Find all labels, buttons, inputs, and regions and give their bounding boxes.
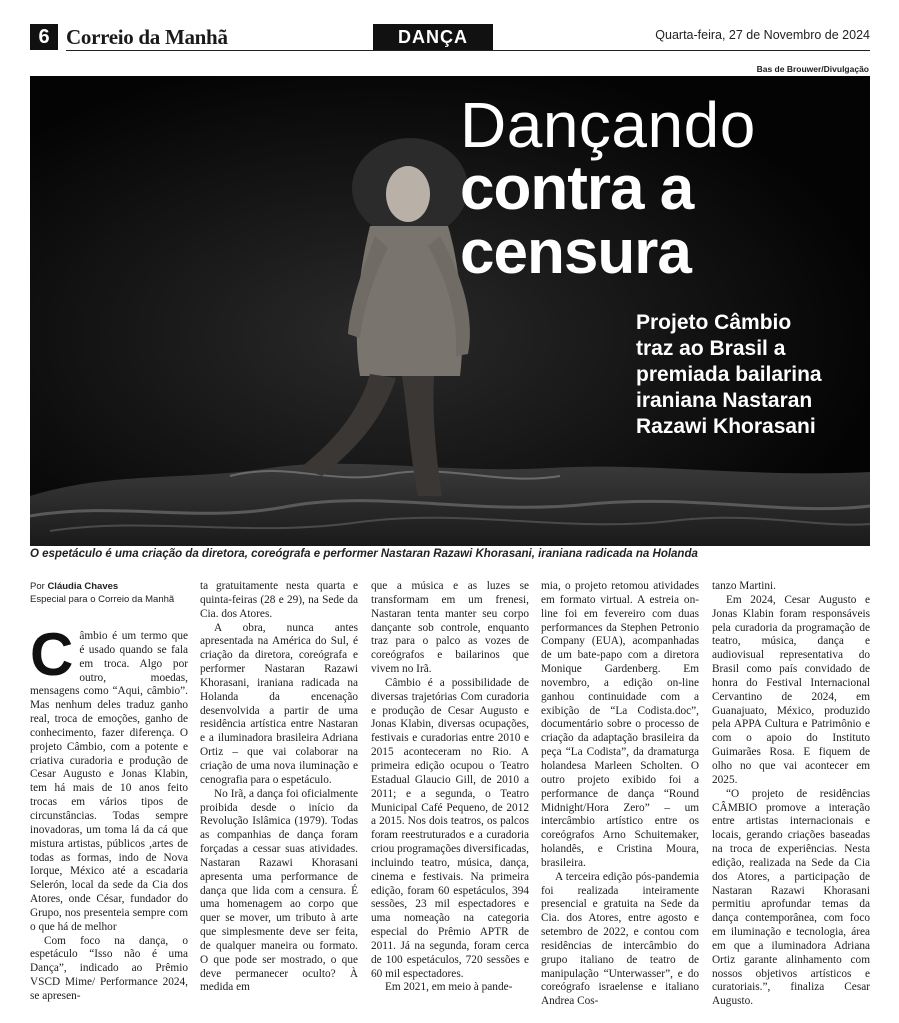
photo-caption: O espetáculo é uma criação da diretora, coreógrafa e performer Nastaran Razawi Khorasani, iraniana radicada na Holanda [30, 548, 698, 560]
paragraph: “O projeto de residências CÂMBIO promove a interação entre artistas internacionais e locais, gerando criações baseadas na troca de experiências. Nesta edição, realizada na Sede da Cia dos Atores, a participação de Nastaran Razawi Khorasani permitiu aprofundar temas da dança contemporânea, com foco em iluminação e tecnologia, área em que a iluminadora Adriana Ortiz garante alinhamento com nossos objetivos artísticos e curatoriais.”, finaliza Cesar Augusto. [712, 787, 870, 1008]
section-label: DANÇA [373, 24, 493, 50]
subheadline-line: iraniana Nastaran [636, 389, 813, 412]
subheadline-line: Projeto Câmbio [636, 311, 792, 334]
paragraph: A obra, nunca antes apresentada na América do Sul, é criação da diretora, coreógrafa e performer Nastaran Razawi Khorasani, iraniana radicada na Holanda da encenação desenvolvida a partir de uma residência artística entre Nastaran e a iluminadora brasileira Adriana Ortiz – que vai colaborar na criação de uma nova iluminação e cenografia para o espetáculo. [200, 621, 358, 786]
byline [30, 580, 188, 606]
article-column-2 [200, 580, 358, 995]
paragraph: tanzo Martini. [712, 580, 776, 592]
paragraph: Câmbio é a possibilidade de diversas trajetórias Com curadoria e produção de Cesar Augusto e Jonas Klabin, diversas ocupações, festivais e curadorias entre 2010 e 2015 aconteceram no Rio. A primeira edição ocupou o Teatro Estadual Glaucio Gill, de 2010 a 2011; e a segunda, o Teatro Municipal Café Pequeno, de 2012 a 2015. Nos dois teatros, os palcos foram reestruturados e a curadoria criou programações diversificadas, incluindo teatro, música, dança, cinema e festivais. Na primeira edição, foram 60 espetáculos, 394 sessões, 23 mil espectadores e uma nomeação na categoria especial do Prêmio APTR de 2011. Já na segunda, foram cerca de 100 espetáculos, 720 sessões e 60 mil espectadores. [371, 676, 529, 980]
article-column-1 [30, 580, 188, 1004]
issue-date: Quarta-feira, 27 de Novembro de 2024 [655, 28, 870, 42]
byline-prefix: Por [30, 581, 45, 592]
subheadline-line: premiada bailarina [636, 363, 822, 386]
paragraph: Em 2024, Cesar Augusto e Jonas Klabin foram responsáveis pela curadoria da programação de teatro, música, dança e audiovisual representativa do Brasil como país convidado de honra do Festival Internacional Cervantino de 2024, em Guanajuato, México, produzido pela APPA Cultura e Patrimônio e com o apoio do Instituto Guimarães Rosa. E fiquem de olho no que vai acontecer em 2025. [712, 593, 870, 786]
subheadline-line: Razawi Khorasani [636, 415, 816, 438]
subheadline-line: traz ao Brasil a [636, 337, 786, 360]
photo-credit: Bas de Brouwer/Divulgação [756, 64, 869, 74]
byline-role: Especial para o Correio da Manhã [30, 594, 175, 605]
article-column-4 [541, 580, 699, 1009]
subheadline [636, 310, 856, 440]
paragraph: Em 2021, em meio à pande- [385, 981, 513, 994]
newspaper-name: Correio da Manhã [66, 25, 228, 49]
headline-line-2: contra a [460, 154, 694, 223]
paragraph: No Irã, a dança foi oficialmente proibida desde o início da Revolução Islâmica (1979). Todas as companhias de dança foram forçadas a cessar suas atividades. Nastaran Razawi Khorasani apresenta uma performance de dança que lida com a censura. É uma homenagem ao corpo que quer se mover, um tributo à arte que simplesmente deve ser feita, de qualquer maneira ou formato. O que pode ser mostrado, o que deve permanecer oculto? À medida em [200, 787, 358, 994]
paragraph: que a música e as luzes se transformam em um frenesi, Nastaran tenta manter seu corpo dançante sob controle, enquanto traz para o palco as vozes de coreógrafos e bailarinos que vivem no Irã. [371, 580, 529, 676]
headline-line-3: censura [460, 218, 691, 287]
header-rule [66, 50, 870, 51]
paragraph: A terceira edição pós-pandemia foi realizada inteiramente presencial e gratuita na Sede da Cia. dos Atores, entre agosto e setembro de 2022, e contou com residências de intercâmbio do grupo italiano de teatro de manipulação “Unterwasser”, e do coreógrafo israelense e italiano Andrea Cos- [541, 870, 699, 1008]
page-number: 6 [30, 24, 58, 50]
paragraph: Com foco na dança, o espetáculo “Isso não é uma Dança”, indicado ao Prêmio VSCD Mime/ Performance 2024, se apresen- [30, 934, 188, 1002]
paragraph: mia, o projeto retomou atividades em formato virtual. A estreia on-line foi em fevereiro com duas performances da Stephen Petronio Company (EUA), acompanhadas de um bate-papo com a diretora Monique Gardenberg. Em novembro, a edição on-line ganhou continuidade com a exibição de “La Codista.doc”, documentário sobre o processo de criação da adaptação brasileira da peça “La Codista”, da dramaturga holandesa Marleen Scholten. O outro projeto exibido foi a performance de dança “Round Midnight/Hora Zero” – um intercâmbio artístico entre os coreógrafos Arno Schuitemaker, holandês, e Cristina Moura, brasileira. [541, 580, 699, 869]
byline-author: Cláudia Chaves [47, 581, 119, 592]
article-column-3 [371, 580, 529, 995]
page-header [30, 24, 870, 52]
lead-photo [30, 76, 870, 546]
article-column-5 [712, 580, 870, 1009]
paragraph: ta gratuitamente nesta quarta e quinta-feiras (28 e 29), na Sede da Cia. dos Atores. [200, 580, 358, 620]
drop-cap: C [30, 621, 74, 688]
paragraph: âmbio é um termo que é usado quando se fala em troca. Algo por outro, moedas, mensagens como “Aqui, câmbio”. Mas nenhum deles traduz ganho real, troca de emoções, ganho de conhecimento, fazer diferença. O projeto Câmbio, com a potente e criativa curadoria e produção de Cesar Augusto e Jonas Klabin, tem há mais de 10 anos feito trocas em vários tipos de circunstâncias. Todas sempre inovadoras, um toma lá da cá que mistura artistas, públicos ,artes de todas as formas, indo de Nova Iorque, México até a escadaria Selerón, local da sede da Cia dos Atores, onde César, fundador do Grupo, nos presenteia sempre com o que há de melhor [30, 630, 188, 933]
headline-line-1: Dançando [460, 89, 756, 161]
